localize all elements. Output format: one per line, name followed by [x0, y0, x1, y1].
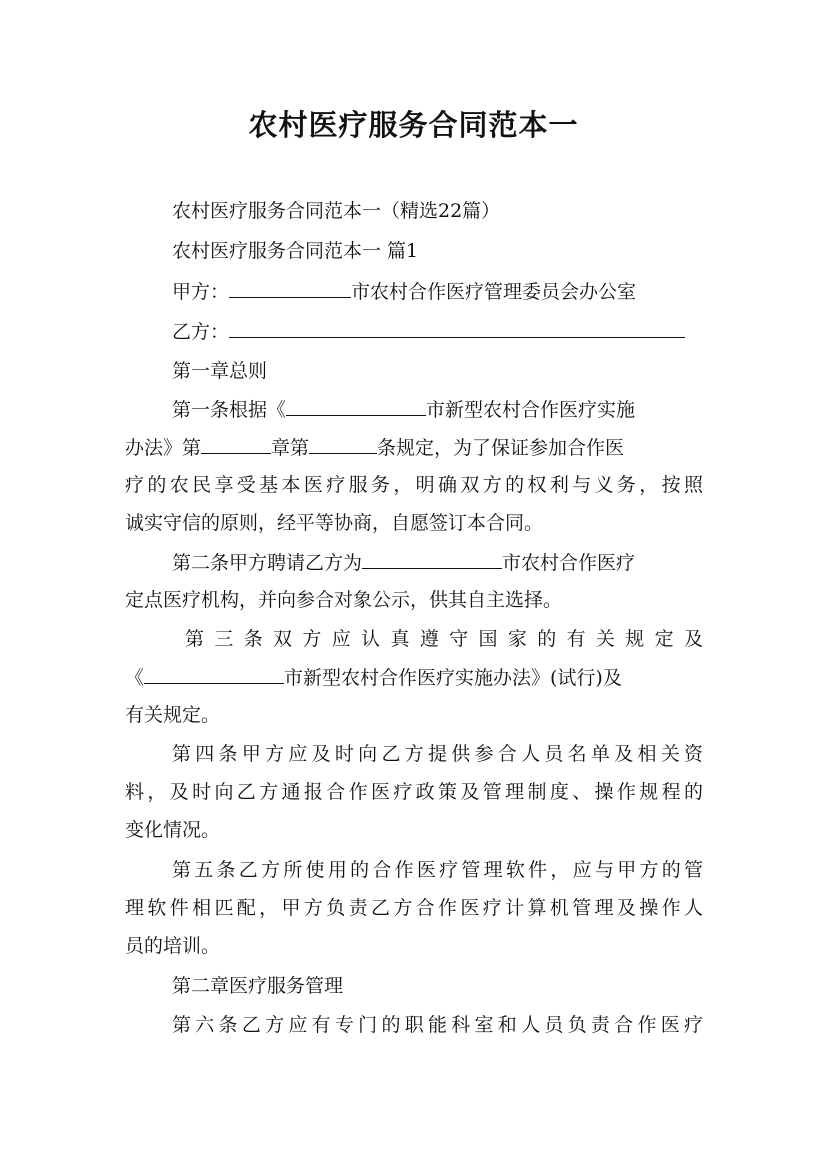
- article-3-blank: [144, 663, 284, 684]
- article-3-line-2: [125, 663, 703, 692]
- article-1-line-2: [125, 433, 703, 462]
- chapter-2-heading: 第二章医疗服务管理: [172, 975, 344, 997]
- article-1-text-b: 市新型农村合作医疗实施: [426, 399, 636, 421]
- article-1-text-d: 章第: [271, 437, 310, 459]
- article-1-blank-3: [309, 433, 377, 454]
- article-5-line-3: 员的培训。: [125, 935, 221, 957]
- article-1-text-e: 条规定，为了保证参加合作医: [377, 437, 625, 459]
- article-1-blank-2: [201, 433, 271, 454]
- party-a-line: [172, 277, 703, 306]
- article-2-text-b: 市农村合作医疗: [502, 552, 636, 574]
- article-1-text-c: 办法》第: [125, 437, 202, 459]
- article-2-text-a: 第二条甲方聘请乙方为: [172, 552, 363, 574]
- chapter-1-heading: 第一章总则: [172, 360, 268, 382]
- article-1-blank-1: [286, 395, 426, 416]
- document-title: 农村医疗服务合同范本一: [248, 108, 579, 142]
- article-4-line-3: 变化情况。: [125, 819, 221, 841]
- article-1-line-3: 疗的农民享受基本医疗服务，明确双方的权利与义务，按照: [125, 474, 703, 496]
- article-1-line-1: [172, 395, 703, 424]
- section-heading: 农村医疗服务合同范本一 篇1: [172, 240, 419, 262]
- article-3-line-3: 有关规定。: [125, 704, 221, 726]
- party-a-blank: [229, 277, 351, 298]
- article-6-line-1: 第六条乙方应有专门的职能科室和人员负责合作医疗: [172, 1014, 703, 1036]
- article-1-line-4: 诚实守信的原则，经平等协商，自愿签订本合同。: [125, 512, 544, 534]
- article-4-line-1: 第四条甲方应及时向乙方提供参合人员名单及相关资: [172, 743, 703, 765]
- article-3-text-c: 市新型农村合作医疗实施办法》(试行)及: [284, 667, 622, 689]
- party-b-label: 乙方：: [172, 321, 230, 343]
- article-5-line-2: 理软件相匹配，甲方负责乙方合作医疗计算机管理及操作人: [125, 897, 703, 919]
- party-b-blank: [229, 317, 685, 338]
- article-1-text-a: 第一条根据《: [172, 399, 287, 421]
- article-2-line-2: 定点医疗机构，并向参合对象公示，供其自主选择。: [125, 589, 563, 611]
- article-3-text-b: 《: [125, 667, 145, 689]
- article-2-line-1: [172, 548, 703, 577]
- article-3-line-1: 第三条双方应认真遵守国家的有关规定及: [185, 628, 703, 650]
- article-4-line-2: 料，及时向乙方通报合作医疗政策及管理制度、操作规程的: [125, 781, 703, 803]
- party-a-suffix: 市农村合作医疗管理委员会办公室: [351, 281, 637, 303]
- article-5-line-1: 第五条乙方所使用的合作医疗管理软件，应与甲方的管: [172, 859, 703, 881]
- party-b-line: [172, 317, 703, 346]
- party-a-label: 甲方：: [172, 281, 230, 303]
- article-2-blank: [362, 548, 502, 569]
- document-subtitle: 农村医疗服务合同范本一（精选22篇）: [172, 200, 501, 222]
